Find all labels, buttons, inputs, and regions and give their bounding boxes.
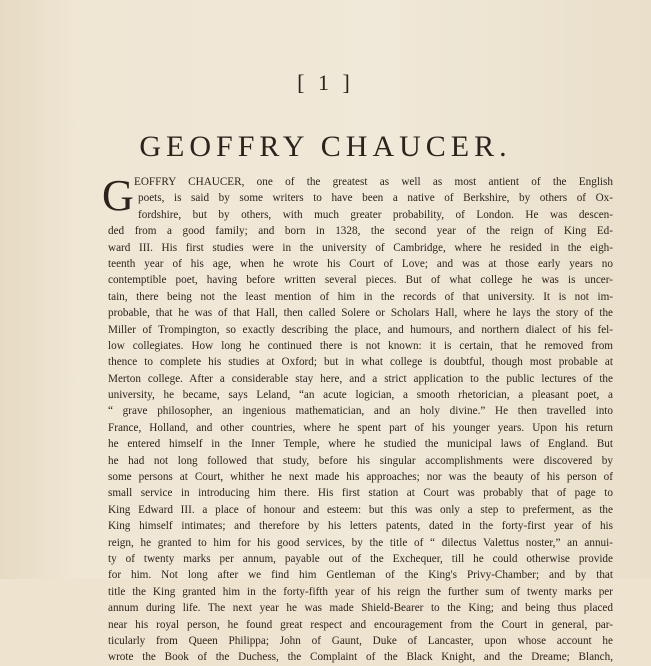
text-line: reign, he granted to him for his good services, by the title of “ dilectus Valettus noster,” an annui- [108,536,613,549]
text-line: title the King granted him in the forty-fifth year of his reign the further sum of twenty marks per [108,585,613,598]
text-line: probable, that he was of that Hall, then called Solere or Scholars Hall, where he lays the story of the [108,307,613,320]
text-line: thence to complete his studies at Oxford; but in what college is doubtful, though most probable at [108,356,613,369]
text-line: wrote the Book of the Duchess, the Complaint of the Black Knight, and the Dreame; Blanch, [108,651,613,664]
text-line: near his royal person, he found great respect and encouragement from the Court in general, par- [108,618,613,631]
text-line: King Edward III. a place of honour and esteem: but this was only a step to preferment, as the [108,503,613,516]
chapter-title: GEOFFRY CHAUCER. [139,130,512,163]
text-line: annum during life. The next year he was made Shield-Bearer to the King; and being thus placed [108,602,613,615]
text-line: Miller of Trompington, so exactly describing the place, and humours, and northern dialect of his fel- [108,323,613,336]
text-line: ward III. His first studies were in the university of Cambridge, where he resided in the eigh- [108,241,613,254]
text-line: university, he became, says Leland, “an acute logician, a smooth rhetorician, a pleasant poet, a [108,389,613,402]
text-line: EOFFRY CHAUCER, one of the greatest as well as most antient of the English [134,176,613,188]
text-line: small service in introducing him there. His first station at Court was probably that of page to [108,487,613,500]
text-line: some persons at Court, whither he next made his approaches; nor was the beauty of his person of [108,471,613,484]
text-line: ticularly from Queen Philippa; John of Gaunt, Duke of Lancaster, upon whose account he [108,634,613,647]
text-line: France, Holland, and other countries, where he spent part of his younger years. Upon his return [108,421,613,434]
text-line: ded from a good family; and born in 1328, the second year of the reign of King Ed- [108,225,613,238]
text-line: King himself intimates; and therefore by his letters patents, dated in the forty-first year of his [108,520,613,533]
text-line: ty of twenty marks per annum, payable out of the Exchequer, till he could otherwise provide [108,552,613,565]
text-line: low collegiates. How long he continued there is not known: it is certain, that he removed from [108,339,613,352]
drop-cap: G [102,171,134,220]
text-line: he entered himself in the Inner Temple, where he studied the municipal laws of England. But [108,438,613,451]
text-line: teenth year of his age, when he wrote his Court of Love; and was at those early years no [108,257,613,270]
body-text [102,171,613,666]
text-line: for him. Not long after we find him Gentleman of the King's Privy-Chamber; and by that [108,569,613,582]
text-line: fordshire, but by others, with much greater probability, of London. He was descen- [138,208,613,221]
text-line: contemptible poet, having before written several pieces. But of what college he was is uncer- [108,274,613,287]
text-line: he had not long followed that study, before his singular accomplishments were discovered by [108,454,613,467]
text-line: Merton college. After a considerable stay here, and a strict application to the public lectures of the [108,372,613,385]
text-line: tain, there being not the least mention of him in the records of that university. It is not im- [108,290,613,303]
text-line: “ grave philosopher, an ingenious mathematician, and an holy divine.” He then travelled into [108,405,613,418]
page-number: [ 1 ] [297,70,354,95]
text-line: poets, is said by some writers to have been a native of Berkshire, by others of Ox- [138,192,613,205]
